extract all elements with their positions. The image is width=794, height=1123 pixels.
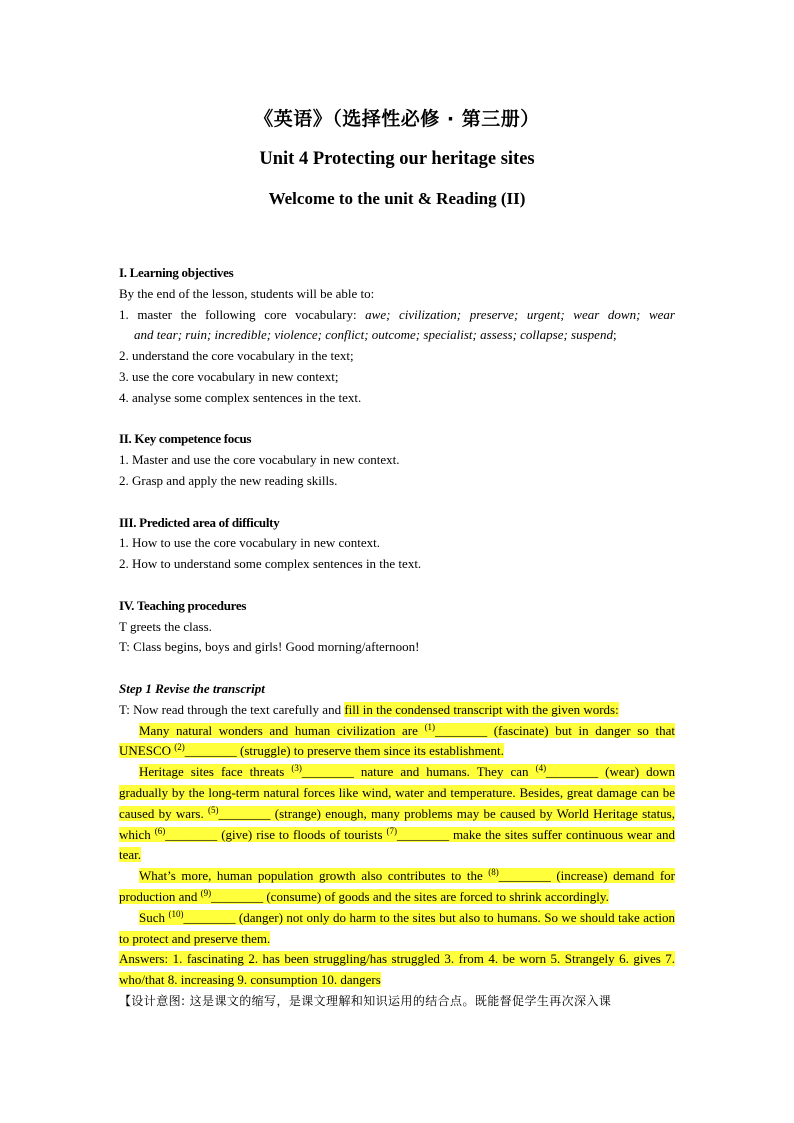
blank-number-4: (4) — [535, 763, 547, 774]
procedures-heading: IV. Teaching procedures — [119, 597, 247, 613]
blank-number-10: (10) — [168, 908, 184, 919]
blank-number-9: (9) — [200, 887, 212, 898]
difficulty-heading: III. Predicted area of difficulty — [119, 514, 280, 530]
transcript-p4-a: Such — [139, 909, 169, 925]
objective-item-2: 2. understand the core vocabulary in the text; — [119, 348, 354, 364]
transcript-p2-e: ________ (give) rise to floods of tourists — [165, 826, 387, 842]
competence-heading: II. Key competence focus — [119, 431, 252, 447]
procedures-line-1: T greets the class. — [119, 618, 212, 634]
transcript-p2-b: ________ nature and humans. They can — [301, 764, 536, 780]
objective-item-4: 4. analyse some complex sentences in the text. — [119, 389, 362, 405]
procedures-line-2: T: Class begins, boys and girls! Good morning/afternoon! — [119, 639, 420, 655]
transcript-p1-b: ________ (fascinate) but in danger so that UNESCO — [119, 722, 675, 759]
objectives-intro: By the end of the lesson, students will be able to: — [119, 285, 375, 301]
answers-text: Answers: 1. fascinating 2. has been struggling/has struggled 3. from 4. be worn 5. Strangely 6. gives 7. who/that 8. increasing 9. consumption 10. dangers — [119, 951, 675, 988]
lesson-title: Welcome to the unit & Reading (II) — [268, 189, 526, 208]
difficulty-item-2: 2. How to understand some complex sentences in the text. — [119, 556, 422, 572]
transcript-p2-f: ________ make the sites suffer continuous wear and tear. — [119, 826, 675, 863]
transcript-p1-a: Many natural wonders and human civilization are — [139, 722, 425, 738]
blank-number-3: (3) — [291, 763, 302, 774]
objective-item-1-vocab-b: and tear; ruin; incredible; violence; conflict; outcome; specialist; assess; collapse; suspend — [134, 327, 613, 343]
transcript-p3-b: ________ (increase) demand for production and — [119, 868, 675, 904]
objective-item-1 — [119, 305, 675, 326]
blank-number-1: (1) — [424, 721, 436, 732]
transcript-p3-c: ________ (consume) of goods and the sites are forced to shrink accordingly. — [211, 888, 609, 904]
objective-item-1-prefix: 1. master the following core vocabulary: — [119, 306, 366, 322]
blank-number-6: (6) — [154, 825, 166, 836]
blank-number-5: (5) — [207, 804, 219, 815]
objective-item-1-end: ; — [612, 327, 617, 343]
transcript-paragraph-4 — [119, 908, 675, 950]
transcript-p3-a: What’s more, human population growth also contributes to the — [139, 868, 489, 884]
answers-line — [119, 949, 675, 991]
competence-item-2: 2. Grasp and apply the new reading skills. — [119, 472, 338, 488]
objective-item-1-vocab-a: awe; civilization; preserve; urgent; wear down; wear — [365, 306, 675, 322]
objectives-heading: I. Learning objectives — [119, 265, 234, 280]
competence-item-1: 1. Master and use the core vocabulary in new context. — [119, 452, 400, 468]
transcript-p2-d: ________ (strange) enough, many problems may be caused by World Heritage status, which — [119, 805, 675, 842]
step1-heading: Step 1 Revise the transcript — [119, 680, 265, 696]
difficulty-item-1: 1. How to use the core vocabulary in new context. — [119, 535, 381, 551]
step1-instruction-b: fill in the condensed transcript with the given words: — [344, 701, 619, 717]
lesson-body — [119, 263, 675, 1012]
design-note: 【设计意图: 这是课文的缩写，是课文理解和知识运用的结合点。既能督促学生再次深入课 — [119, 993, 612, 1008]
transcript-p2-c: ________ (wear) down gradually by the long-term natural forces like wind, water and temperature. Besides, great damage can be caused by wars. — [119, 764, 675, 821]
blank-number-8: (8) — [488, 867, 499, 878]
step1-instruction-a: T: Now read through the text carefully and — [119, 701, 345, 717]
transcript-paragraph-1 — [119, 721, 675, 763]
transcript-paragraph-2 — [119, 762, 675, 866]
transcript-paragraph-3 — [119, 866, 675, 908]
transcript-p1-c: ________ (struggle) to preserve them since its establishment. — [184, 743, 504, 759]
blank-number-2: (2) — [174, 742, 185, 753]
transcript-p2-a: Heritage sites face threats — [139, 764, 292, 780]
unit-title: Unit 4 Protecting our heritage sites — [259, 149, 535, 169]
book-title: 《英语》（选择性必修 · 第三册） — [254, 108, 540, 130]
blank-number-7: (7) — [386, 825, 397, 836]
objective-item-3: 3. use the core vocabulary in new context; — [119, 368, 339, 384]
step1-instruction — [119, 700, 675, 721]
transcript-p4-b: ________ (danger) not only do harm to the sites but also to humans. So we should take action to protect and preserve them. — [119, 909, 675, 946]
objective-item-1-cont — [119, 325, 675, 346]
